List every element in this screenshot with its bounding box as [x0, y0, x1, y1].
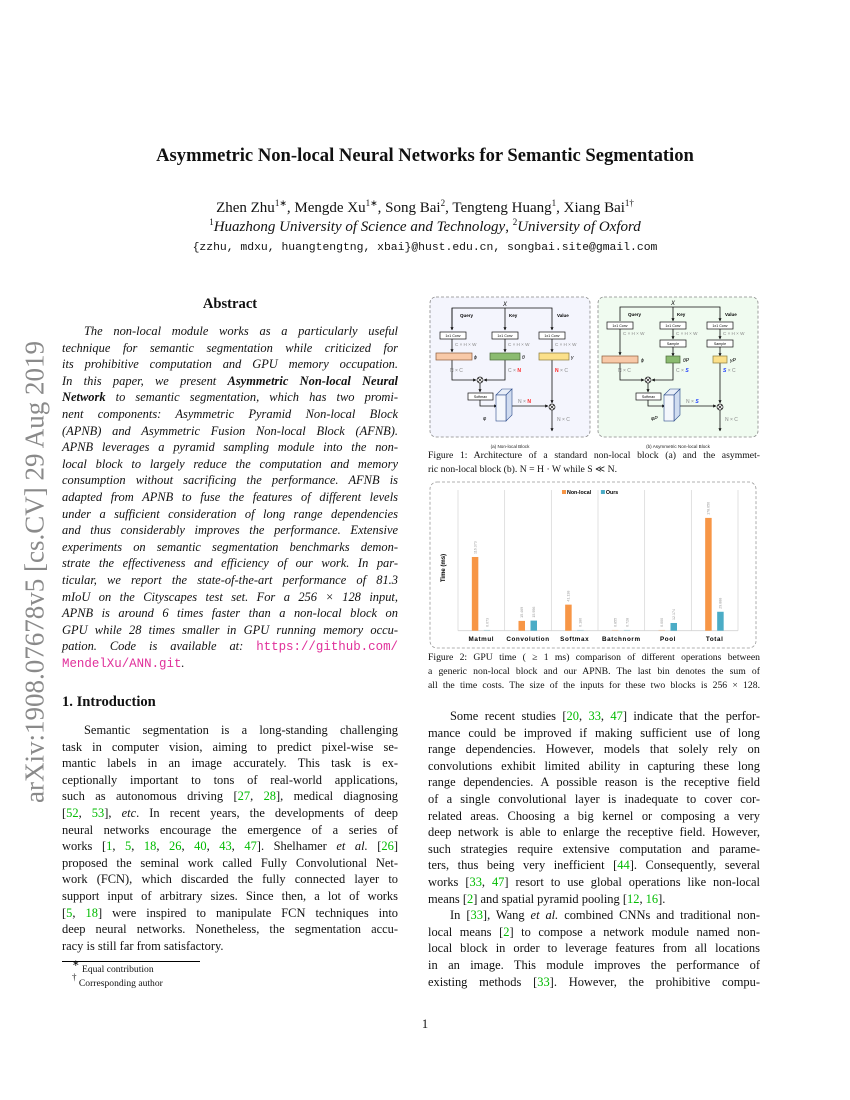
legend-swatch [562, 490, 566, 494]
text-line: [5, 18] were inspired to manipulate FCN techniques into [62, 905, 399, 920]
footnote-mark: † [72, 972, 77, 982]
intro-continued [428, 708, 760, 990]
bar-value-label: 29.888 [718, 597, 723, 609]
legend-label: Ours [605, 490, 619, 496]
citation: [33] [533, 974, 554, 989]
author-name: Zhen Zhu [216, 200, 275, 216]
author-list: Zhen Zhu$^{1∗}$, Mengde $Xu^{1∗}$, Song Bai$^2$, Tengteng Huang$^1$, Xiang Bai$^{1\dagger}$ [216, 198, 634, 216]
italic-text: et al. [530, 908, 559, 923]
attention-map-cube [496, 389, 512, 421]
matmul-icon [477, 377, 483, 383]
dim-label: N × [518, 399, 528, 405]
citation-link[interactable]: 52 [66, 805, 79, 820]
text-line: deep network is able to enlarge the receptive field. However, [428, 825, 760, 840]
conv-box-label: 1x1 Conv [612, 324, 628, 328]
text-line: adapted from APNB to fuse the features of different levels [62, 489, 398, 504]
affiliation-mark: 2 [512, 217, 518, 227]
author-emails[interactable]: {zzhu, mdxu, huangtengtng, xbai}@hust.edu.cn, songbai.site@gmail.com [192, 242, 658, 254]
bar-value-label: 15.956 [531, 606, 536, 618]
figure-2-bar-chart [428, 480, 760, 652]
code-link[interactable]: https://github.com/ [256, 640, 398, 655]
dim-label: C × H × W [555, 342, 577, 347]
dim-label: × C [558, 368, 568, 374]
author-mark: 1∗ [365, 198, 378, 208]
affiliations: $^1$Huazhong University of Science and Technology, $^2$University of Oxford [209, 217, 641, 235]
text-line: local block in order to leverage features from all locations [428, 941, 760, 956]
citation-link[interactable]: 40 [194, 839, 207, 854]
text-line: in an image. This module improves the performance of [428, 957, 760, 972]
bar-ours [531, 621, 538, 631]
text-line: works [1, 5, 18, 26, 40, 43, 47]. Shelhamer et al. [26] [62, 839, 398, 854]
bar-value-label: 41.138 [566, 590, 571, 602]
abstract-body [62, 323, 398, 671]
text-line: local means [2] to compose a network module named non- [428, 924, 760, 939]
bar-ours [624, 630, 631, 631]
footnote-text: Corresponding author [78, 978, 163, 989]
text-line: such strategies require extensive computation and parame- [428, 841, 760, 856]
matmul-icon [549, 404, 555, 410]
dim-n-highlight: N [517, 368, 521, 374]
citation: [12, 16] [622, 891, 663, 906]
dim-label: N × C [725, 417, 738, 423]
code-link[interactable]: MendelXu/ANN.git [62, 656, 182, 671]
text-line: The non-local module works as a particularly useful [84, 324, 398, 338]
author-mark: 1† [624, 198, 634, 208]
footnote-text: Equal contribution [81, 964, 154, 975]
conv-box-label: 1x1 Conv [712, 324, 728, 328]
phi-feature-bar [436, 353, 472, 360]
dim-label: C × H × W [723, 331, 745, 336]
citation-link[interactable]: 2 [467, 891, 474, 906]
dim-label: N × [686, 399, 696, 405]
bar-value-label: 12.174 [671, 608, 676, 620]
citation-link[interactable]: 47 [244, 839, 257, 854]
citation: [5, 18] [62, 905, 103, 920]
text-line: existing methods [33]. However, the prohibitive compu- [428, 974, 760, 989]
citation-link[interactable]: 12 [627, 891, 640, 906]
author-name: Tengteng Huang [452, 200, 552, 216]
citation: [44] [613, 858, 634, 873]
gamma-p-label: γP [730, 358, 736, 364]
text-line: mance could be improved if making sufficient use of long [428, 725, 760, 740]
citation-link[interactable]: 27 [237, 789, 251, 804]
dim-label: C × [508, 368, 518, 374]
citation: [27, 28] [233, 789, 281, 804]
bar-value-label: 0.180 [578, 617, 583, 627]
bar-value-label: 15.469 [519, 606, 524, 618]
softmax-label: Softmax [473, 395, 488, 399]
text-line: local block to largely reduce the computation and memory [62, 456, 398, 471]
legend-swatch [601, 490, 605, 494]
bar-non-local [472, 557, 479, 631]
dim-s-highlight: S [695, 399, 699, 405]
text-line: APNB leverages a pyramid sampling module into the non- [62, 440, 398, 455]
page-number: 1 [421, 1017, 429, 1031]
category-label: Convolution [506, 636, 550, 643]
citation-link[interactable]: 1 [106, 839, 113, 854]
author-name: Xiang Bai [563, 200, 625, 216]
dim-s-highlight: S [685, 368, 689, 374]
bar-non-local [659, 630, 666, 631]
bar-ours [577, 630, 584, 631]
bar-non-local [565, 605, 572, 631]
abstract-heading: Abstract [202, 296, 258, 312]
caption-b: (b) Asymmetric Non-local Block [646, 444, 710, 449]
affiliation-name: University of Oxford [517, 219, 641, 235]
text-line: nent components: Asymmetric Pyramid Non-local Block [62, 406, 398, 421]
citation-link[interactable]: 47 [610, 709, 623, 723]
citation-link[interactable]: 47 [491, 874, 505, 889]
text-line: racy is still far from satisfactory. [62, 938, 224, 953]
text-line: under a sufficient consideration of long range dependencies [62, 506, 398, 521]
attention-map-cube [664, 389, 680, 421]
bar-non-local [612, 630, 619, 631]
text-line: ticular, we report the state-of-the-art performance of 81.3 [62, 572, 398, 587]
text-line: [52, 53], etc. In recent years, the developments of deep [62, 805, 399, 820]
phi-label: ϕ [641, 358, 644, 364]
citation: [33, 47] [465, 874, 509, 889]
author-mark: 1 [551, 198, 557, 208]
intro-paragraph [62, 722, 398, 954]
bold-text: Asymmetric Non-local Neural [227, 373, 399, 388]
text-line: of a single convolutional layer is inadequate to cover cor- [428, 791, 760, 806]
citation: [2] [462, 891, 478, 906]
citation: [52, 53] [62, 805, 109, 820]
text-line: (APNB) and Asymmetric Fusion Non-local Block (AFNB). [62, 423, 398, 438]
text-line: task in computer vision, aiming to predict pixel-wise se- [62, 739, 398, 754]
phi-bar-p-label: φP [651, 416, 658, 422]
citation-link[interactable]: 18 [85, 905, 98, 920]
category-label: Pool [659, 636, 677, 643]
citation-link[interactable]: 20 [566, 709, 579, 723]
text-line: ceptionally important to tons of real-world applications, [62, 772, 398, 787]
bar-value-label: 0.073 [485, 617, 490, 627]
dim-s-highlight: S [723, 368, 727, 374]
svg-text:C × N [508, 368, 521, 374]
dim-label: N × C [618, 368, 631, 374]
text-line: and thus considerably improves the performance. Extensive [62, 523, 398, 538]
matmul-icon [717, 404, 723, 410]
text-line: work (FCN), which discarded the fully connected layer to [62, 872, 398, 887]
category-label: Total [705, 636, 724, 643]
author-name: Song Bai [385, 200, 441, 216]
bar-ours [671, 623, 678, 631]
query-label: Query [628, 312, 642, 317]
conv-box-label: 1x1 Conv [544, 334, 560, 338]
bar-value-label: 0.855 [613, 617, 618, 627]
text-line: related areas. Choosing a big kernel or composing a very [428, 808, 760, 823]
citation: [20, 33, 47] [562, 709, 628, 723]
gamma-feature-bar [539, 353, 569, 360]
dim-label: C × H × W [676, 331, 698, 336]
footnote-rule [62, 961, 200, 962]
text-line: consumption without sacrificing the performance. AFNB is [62, 473, 398, 488]
text-line: pation. Code is available at: https://github.com/ [62, 639, 398, 655]
citation-link[interactable]: 33 [588, 709, 601, 723]
chart-legend [562, 490, 618, 496]
svg-text:N × C [555, 368, 568, 374]
text-line: its prohibitive computation and GPU memory occupation. [62, 357, 398, 372]
citation-link[interactable]: 5 [125, 839, 132, 854]
text-line: proposed the seminal work called Fully Convolutional Net- [62, 855, 398, 870]
figure-1-caption [428, 449, 760, 477]
bar-value-label: 0.728 [625, 617, 630, 627]
citation-link[interactable]: 26 [169, 839, 182, 854]
citation: [26] [377, 839, 398, 854]
theta-feature-bar [490, 353, 520, 360]
bar-value-label: 116.373 [473, 541, 478, 554]
svg-text:N × N [518, 399, 531, 405]
paper-title: Asymmetric Non-local Neural Networks for Semantic Segmentation [156, 145, 694, 166]
conv-box-label: 1x1 Conv [445, 334, 461, 338]
conv-box-label: 1x1 Conv [497, 334, 513, 338]
citation-link[interactable]: 43 [219, 839, 232, 854]
sample-box-label: Sample [713, 342, 727, 346]
text-line: range dependencies. A possible reason is the receptive field [428, 775, 760, 790]
bar-non-local [519, 621, 526, 631]
query-label: Query [460, 313, 474, 318]
text-line: support input of arbitrary sizes. Since then, a lot of works [62, 888, 398, 903]
text-line: deep neural networks. Nonetheless, the segmentation accu- [62, 922, 398, 937]
citation: [2] [499, 924, 514, 939]
text-line: ric non-local block (b). N = H · W while S ≪ N. [428, 464, 618, 475]
conv-box-label: 1x1 Conv [665, 324, 681, 328]
citation: [1, 5, 18, 26, 40, 43, 47] [101, 839, 261, 854]
text-line: experiments on semantic segmentation benchmarks demon- [62, 539, 398, 554]
author-mark: 2 [440, 198, 446, 208]
input-x-label: X [670, 301, 676, 307]
figure-1-diagram [428, 292, 760, 454]
author-name: Mengde Xu [294, 200, 366, 216]
sample-box-label: Sample [666, 342, 680, 346]
text-line: Figure 1: Architecture of a standard non-local block (a) and the asymmet- [428, 450, 760, 461]
citation-link[interactable]: 2 [503, 924, 510, 939]
citation-link[interactable]: 18 [143, 839, 157, 854]
citation-link[interactable]: 28 [263, 789, 277, 804]
dim-n-highlight: N [555, 368, 559, 374]
bold-text: Network [62, 390, 106, 405]
svg-text:N × S [686, 399, 699, 405]
dim-label: N × C [557, 417, 570, 423]
y-axis-label: Time (ms) [441, 553, 447, 583]
category-label: Batchnorm [602, 636, 641, 643]
affiliation-mark: 1 [209, 217, 214, 227]
text-line: works [33, 47] resort to use global operations like non-local [428, 874, 761, 889]
value-label: Value [557, 313, 569, 318]
footnote-corresponding [72, 972, 163, 989]
theta-label: θ [522, 355, 525, 361]
dim-label: C × H × W [623, 331, 645, 336]
text-line: MendelXu/ANN.git. [62, 655, 185, 671]
theta-p-feature-bar [666, 356, 680, 363]
input-x-label: X [502, 302, 508, 308]
dim-label: × C [726, 368, 736, 374]
category-label: Matmul [468, 636, 495, 643]
bar-ours [717, 612, 724, 631]
italic-text: etc [121, 805, 137, 820]
citation-link[interactable]: 33 [470, 908, 483, 923]
dim-label: C × [676, 368, 686, 374]
text-line: means [2] and spatial pyramid pooling [12, 16]. [428, 891, 666, 906]
citation-link[interactable]: 33 [537, 974, 550, 989]
value-label: Value [725, 312, 737, 317]
citation-link[interactable]: 44 [617, 858, 630, 873]
text-line: APNB is around 6 times faster than a non-local block on [62, 606, 398, 621]
affiliation-name: Huazhong University of Science and Technology [213, 219, 506, 235]
arxiv-stamp: arXiv:1908.07678v5 [cs.CV] 29 Aug 2019 [19, 341, 50, 803]
bar-ours [484, 630, 491, 631]
text-line: ters, thus being very inefficient [44]. Consequently, several [428, 858, 760, 873]
citation-link[interactable]: 53 [91, 805, 105, 820]
text-line: such as autonomous driving [27, 28], medical diagnosing [62, 789, 399, 804]
gamma-p-feature-bar [713, 356, 727, 363]
theta-p-label: θP [683, 358, 690, 364]
panel-asymmetric-non-local-block [598, 297, 758, 449]
figure-2-caption [428, 651, 760, 693]
key-label: Key [509, 313, 518, 318]
text-line: technique for semantic segmentation while criticized for [62, 340, 398, 355]
text-line: mIoU on the Cityscapes test set. For a 256 × 128 input, [62, 589, 398, 604]
text-line: GPU while 28 times smaller in GPU running memory occu- [62, 622, 398, 637]
introduction-heading: 1. Introduction [62, 694, 156, 710]
phi-feature-bar [602, 356, 638, 363]
text-line: range dependencies. However, models that solely rely on [428, 742, 760, 757]
text-line: Figure 2: GPU time ( ≥ 1 ms) comparison of different operations between [428, 652, 760, 663]
softmax-label: Softmax [641, 395, 656, 399]
matmul-icon [645, 377, 651, 383]
category-label: Softmax [560, 636, 590, 643]
phi-bar-label: φ [483, 416, 487, 422]
citation-link[interactable]: 26 [381, 839, 394, 854]
text-line: In this paper, we present Asymmetric Non-local Neural [62, 373, 399, 388]
citation-link[interactable]: 33 [469, 874, 482, 889]
caption-a: (a) Non-local Block [490, 444, 530, 449]
phi-label: ϕ [474, 355, 477, 361]
legend-label: Non-local [567, 490, 592, 496]
dim-n-highlight: N [527, 399, 531, 405]
dim-label: C × H × W [455, 342, 477, 347]
panel-non-local-block [430, 297, 590, 449]
text-line: Semantic segmentation is a long-standing challenging [84, 723, 398, 737]
text-line: convolutions exhibit limited ability in capturing these long [428, 758, 760, 773]
text-line: mantic labels in an image accurately. This task is ex- [62, 756, 398, 771]
footnote-mark: ∗ [72, 958, 80, 968]
text-line: neural networks encourage the emergence of a series of [62, 822, 398, 837]
author-mark: 1∗ [274, 198, 287, 208]
dim-label: C × H × W [508, 342, 530, 347]
citation-link[interactable]: 16 [645, 891, 659, 906]
bar-non-local [705, 518, 712, 631]
italic-text: et al. [336, 839, 368, 854]
gamma-label: γ [571, 355, 574, 361]
text-line: In [33], Wang et al. combined CNNs and traditional non- [450, 908, 760, 923]
text-line: all the time costs. The size of the inputs for these two blocks is 256 × 128. [428, 680, 760, 691]
text-line: strate the effectiveness and efficiency of our work. In par- [62, 556, 398, 571]
bar-value-label: 0.000 [659, 617, 664, 627]
text-line: Network to semantic segmentation, which has two promi- [62, 390, 398, 405]
footnote-equal [72, 958, 154, 975]
svg-text:S × C [723, 368, 736, 374]
dim-label: N × C [450, 368, 463, 374]
text-line: a generic non-local block and our APNB. The last bin denotes the sum of [428, 666, 760, 677]
citation: [33] [466, 908, 488, 923]
key-label: Key [677, 312, 686, 317]
bar-value-label: 178.056 [706, 501, 711, 515]
text-line: Some recent studies [20, 33, 47] indicate that the perfor- [450, 709, 761, 723]
svg-text:C × S [676, 368, 689, 374]
citation-link[interactable]: 5 [66, 905, 73, 920]
